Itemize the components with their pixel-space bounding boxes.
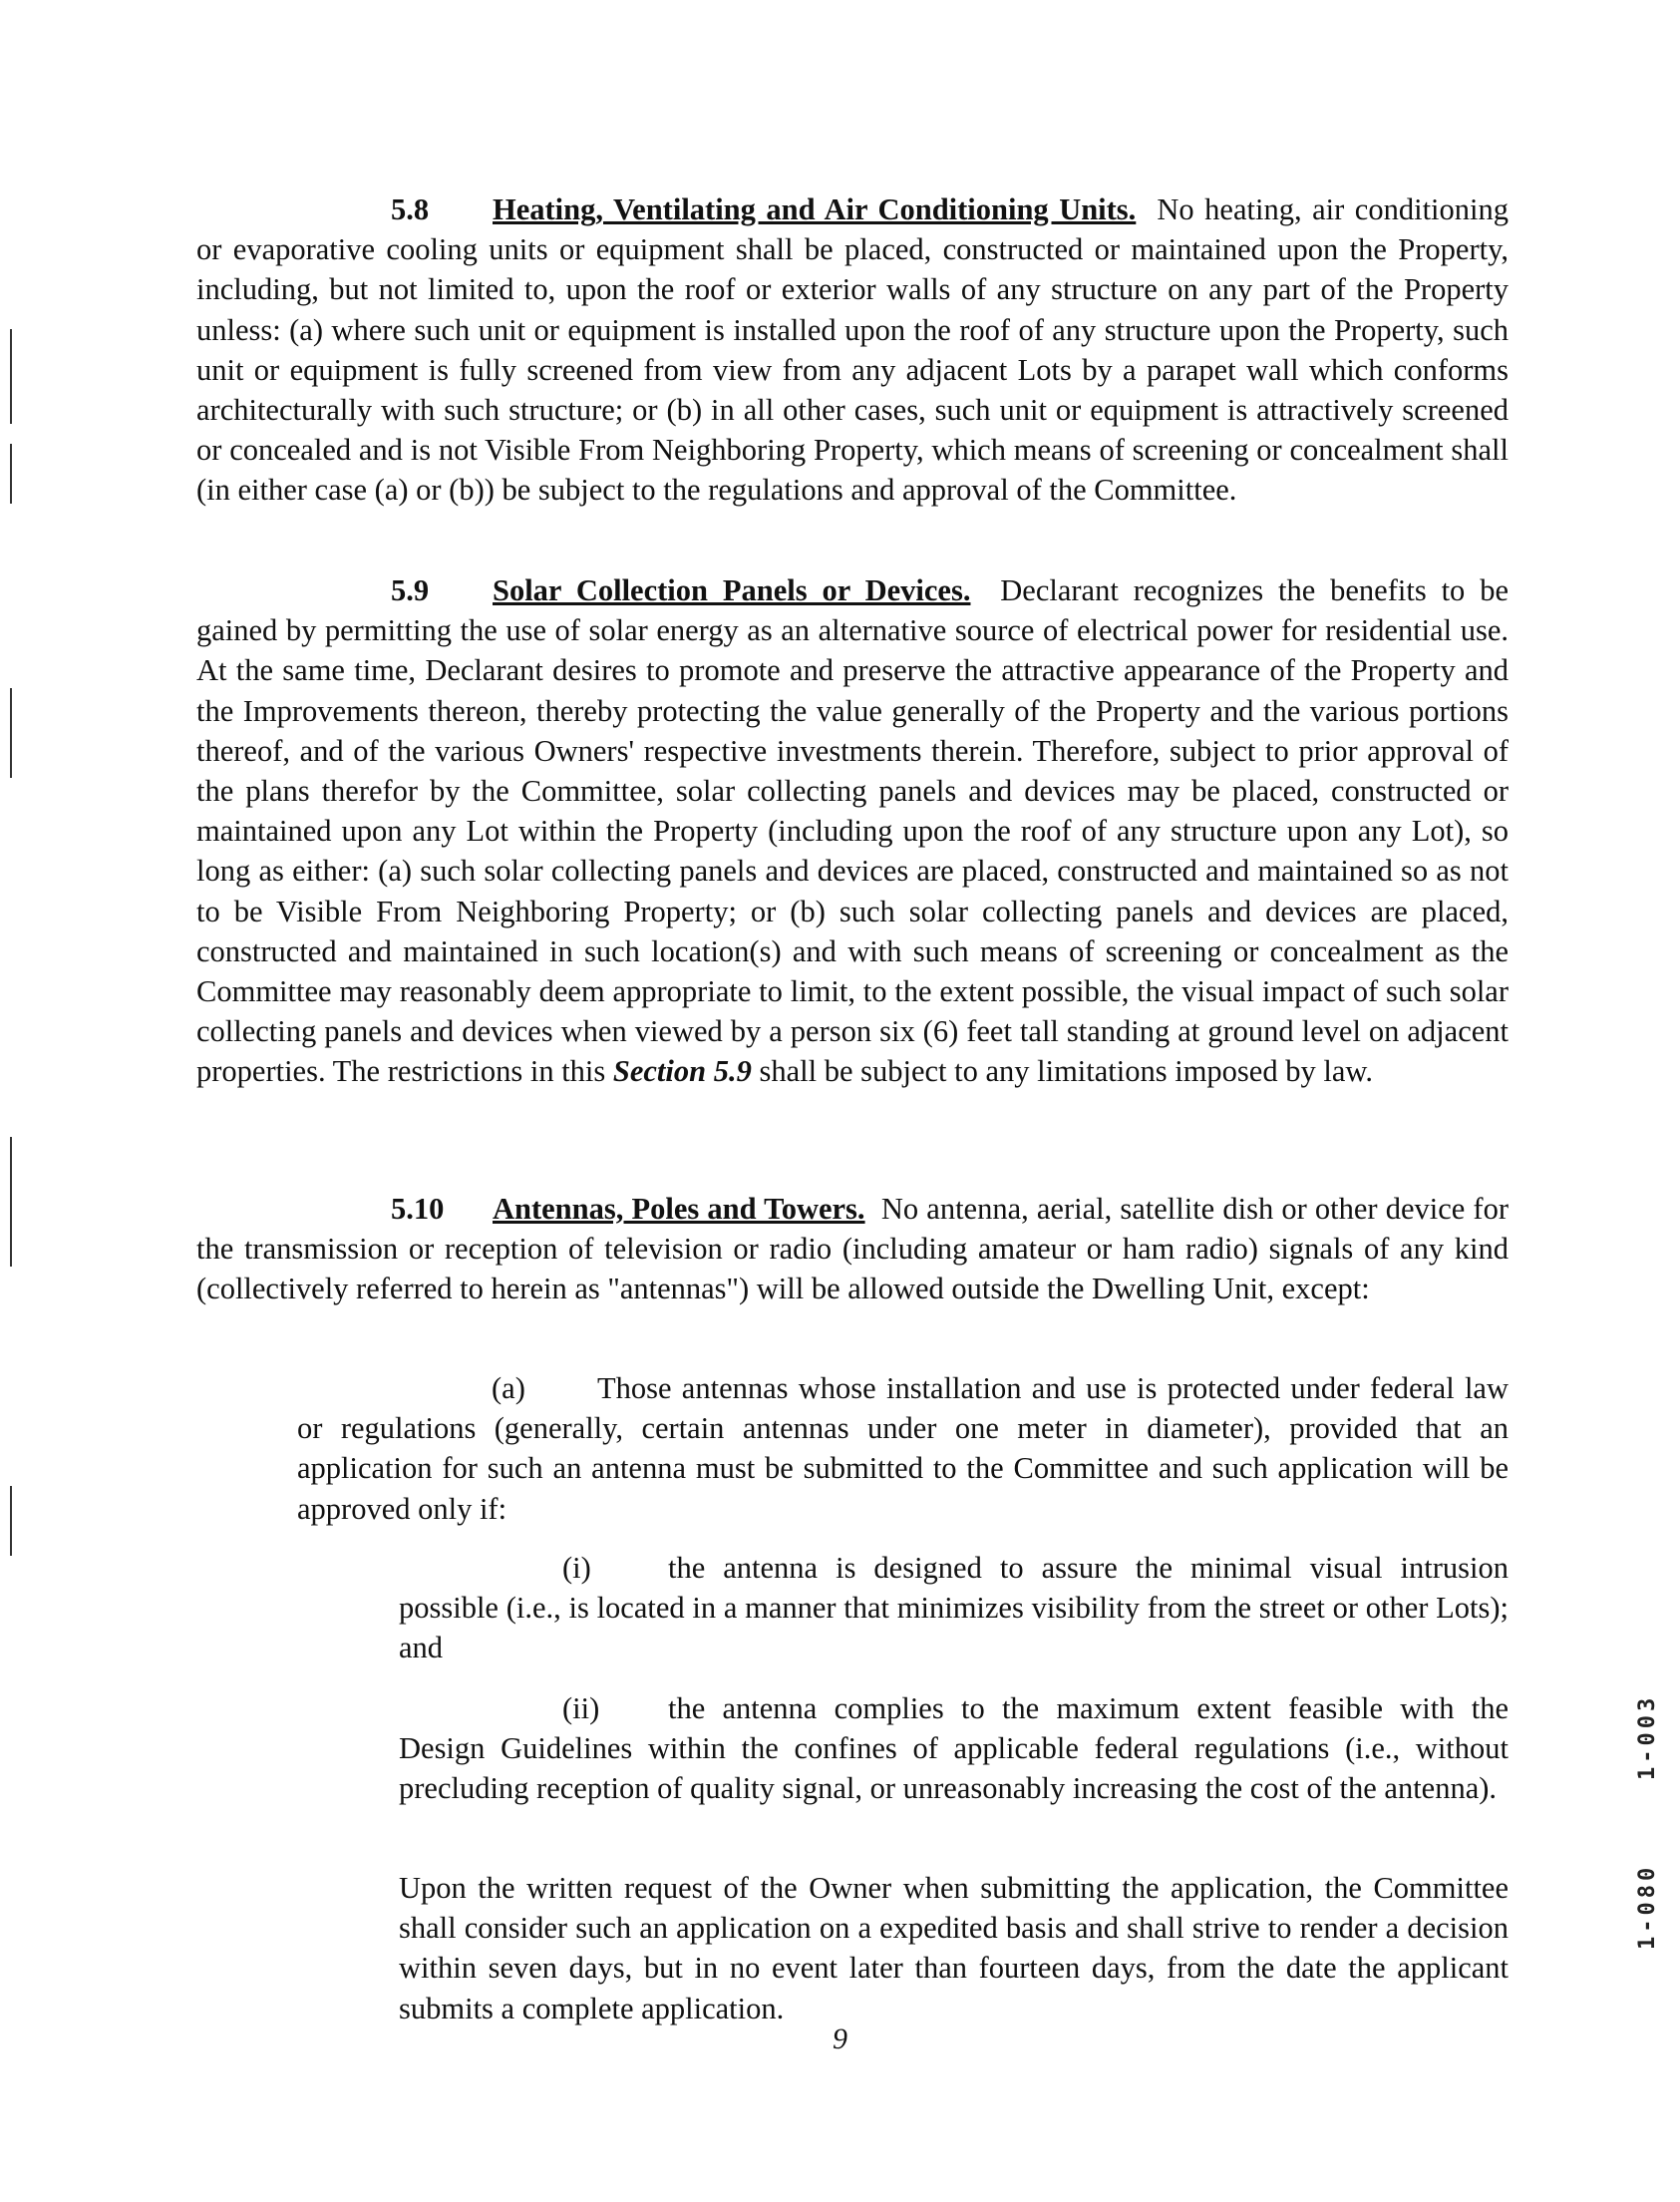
section-heading: Heating, Ventilating and Air Conditioning Units. xyxy=(493,192,1137,226)
section-heading: Antennas, Poles and Towers. xyxy=(493,1192,865,1226)
section-number: 5.10 xyxy=(391,1192,445,1226)
section-number: 5.9 xyxy=(391,573,430,607)
section-5-10 xyxy=(196,1189,1509,1309)
recording-stamp-lower: 1-080 xyxy=(1635,1863,1660,1950)
scan-margin-mark xyxy=(10,688,12,778)
scan-margin-mark xyxy=(10,1137,12,1267)
section-5-8 xyxy=(196,189,1509,511)
list-marker: (i) xyxy=(562,1551,591,1585)
closing-paragraph xyxy=(399,1868,1509,2028)
section-body: No antenna, aerial, satellite dish or other device for the transmission or reception of television or radio (including amateur or ham radio) signals of any kind (collectively referred to herein as "antennas") will be allowed outside the Dwelling Unit, except: xyxy=(196,1192,1510,1306)
section-heading: Solar Collection Panels or Devices. xyxy=(493,573,971,607)
section-body: No heating, air conditioning or evaporative cooling units or equipment shall be placed, constructed or maintained upon the Property, including, but not limited to, upon the roof or exterior walls of any structure on any part of the Property unless: (a) where such unit or equipment is installed upon the roof of any structure upon the Property, such unit or equipment is fully screened from view from any adjacent Lots by a parapet wall which conforms architecturally with such structure; or (b) in all other cases, such unit or equipment is attractively screened or concealed and is not Visible From Neighboring Property, which means of screening or concealment shall (in either case (a) or (b)) be subject to the regulations and approval of the Committee. xyxy=(196,192,1509,508)
page-number: 9 xyxy=(833,2022,847,2055)
list-marker: (a) xyxy=(492,1371,525,1405)
list-item-i xyxy=(399,1548,1509,1668)
recording-stamp-upper: 1-003 xyxy=(1635,1693,1660,1780)
list-item-body: Those antennas whose installation and use is protected under federal law or regulations (generally, certain antennas under one meter in diameter), provided that an application for such an antenna must be submitted to the Committee and such application will be approved only if: xyxy=(297,1371,1509,1526)
section-reference: Section 5.9 xyxy=(612,1054,752,1089)
scan-margin-mark xyxy=(10,1486,12,1556)
section-5-9 xyxy=(196,570,1509,1092)
section-number: 5.8 xyxy=(391,192,430,226)
section-body: Declarant recognizes the benefits to be gained by permitting the use of solar energy as an alternative source of electrical power for residential use. At the same time, Declarant desires to promote and preserve the attractive appearance of the Property and the Improvements thereon, thereby protecting the value generally of the Property and the various portions thereof, and of the various Owners' respective investments therein. Therefore, subject to prior approval of the plans therefor by the Committee, solar collecting panels and devices may be placed, constructed or maintained upon any Lot within the Property (including upon the roof of any structure upon any Lot), so long as either: (a) such solar collecting panels and devices are placed, constructed and maintained so as not to be Visible From Neighboring Property; or (b) such solar collecting panels and devices are placed, constructed and maintained in such location(s) and with such means of screening or concealment as the Committee may reasonably deem appropriate to limit, to the extent possible, the visual impact of such solar collecting panels and devices when viewed by a person six (6) feet tall standing at ground level on adjacent properties. The restrictions in this xyxy=(196,573,1509,1089)
closing-body: Upon the written request of the Owner when submitting the application, the Committee shall consider such an application on a expedited basis and shall strive to render a decision within seven days, but in no event later than fourteen days, from the date the applicant submits a complete application. xyxy=(399,1871,1509,2025)
list-item-body: the antenna is designed to assure the minimal visual intrusion possible (i.e., is located in a manner that minimizes visibility from the street or other Lots); and xyxy=(399,1551,1509,1665)
scan-margin-mark xyxy=(10,329,12,424)
scan-margin-mark xyxy=(10,444,12,504)
list-marker: (ii) xyxy=(562,1691,600,1725)
list-item-a xyxy=(297,1368,1509,1529)
section-body-continued: shall be subject to any limitations imposed by law. xyxy=(759,1054,1374,1089)
list-item-ii xyxy=(399,1688,1509,1809)
list-item-body: the antenna complies to the maximum extent feasible with the Design Guidelines within the confines of applicable federal regulations (i.e., without precluding reception of quality signal, or unreasonably increasing the cost of the antenna). xyxy=(399,1691,1509,1806)
